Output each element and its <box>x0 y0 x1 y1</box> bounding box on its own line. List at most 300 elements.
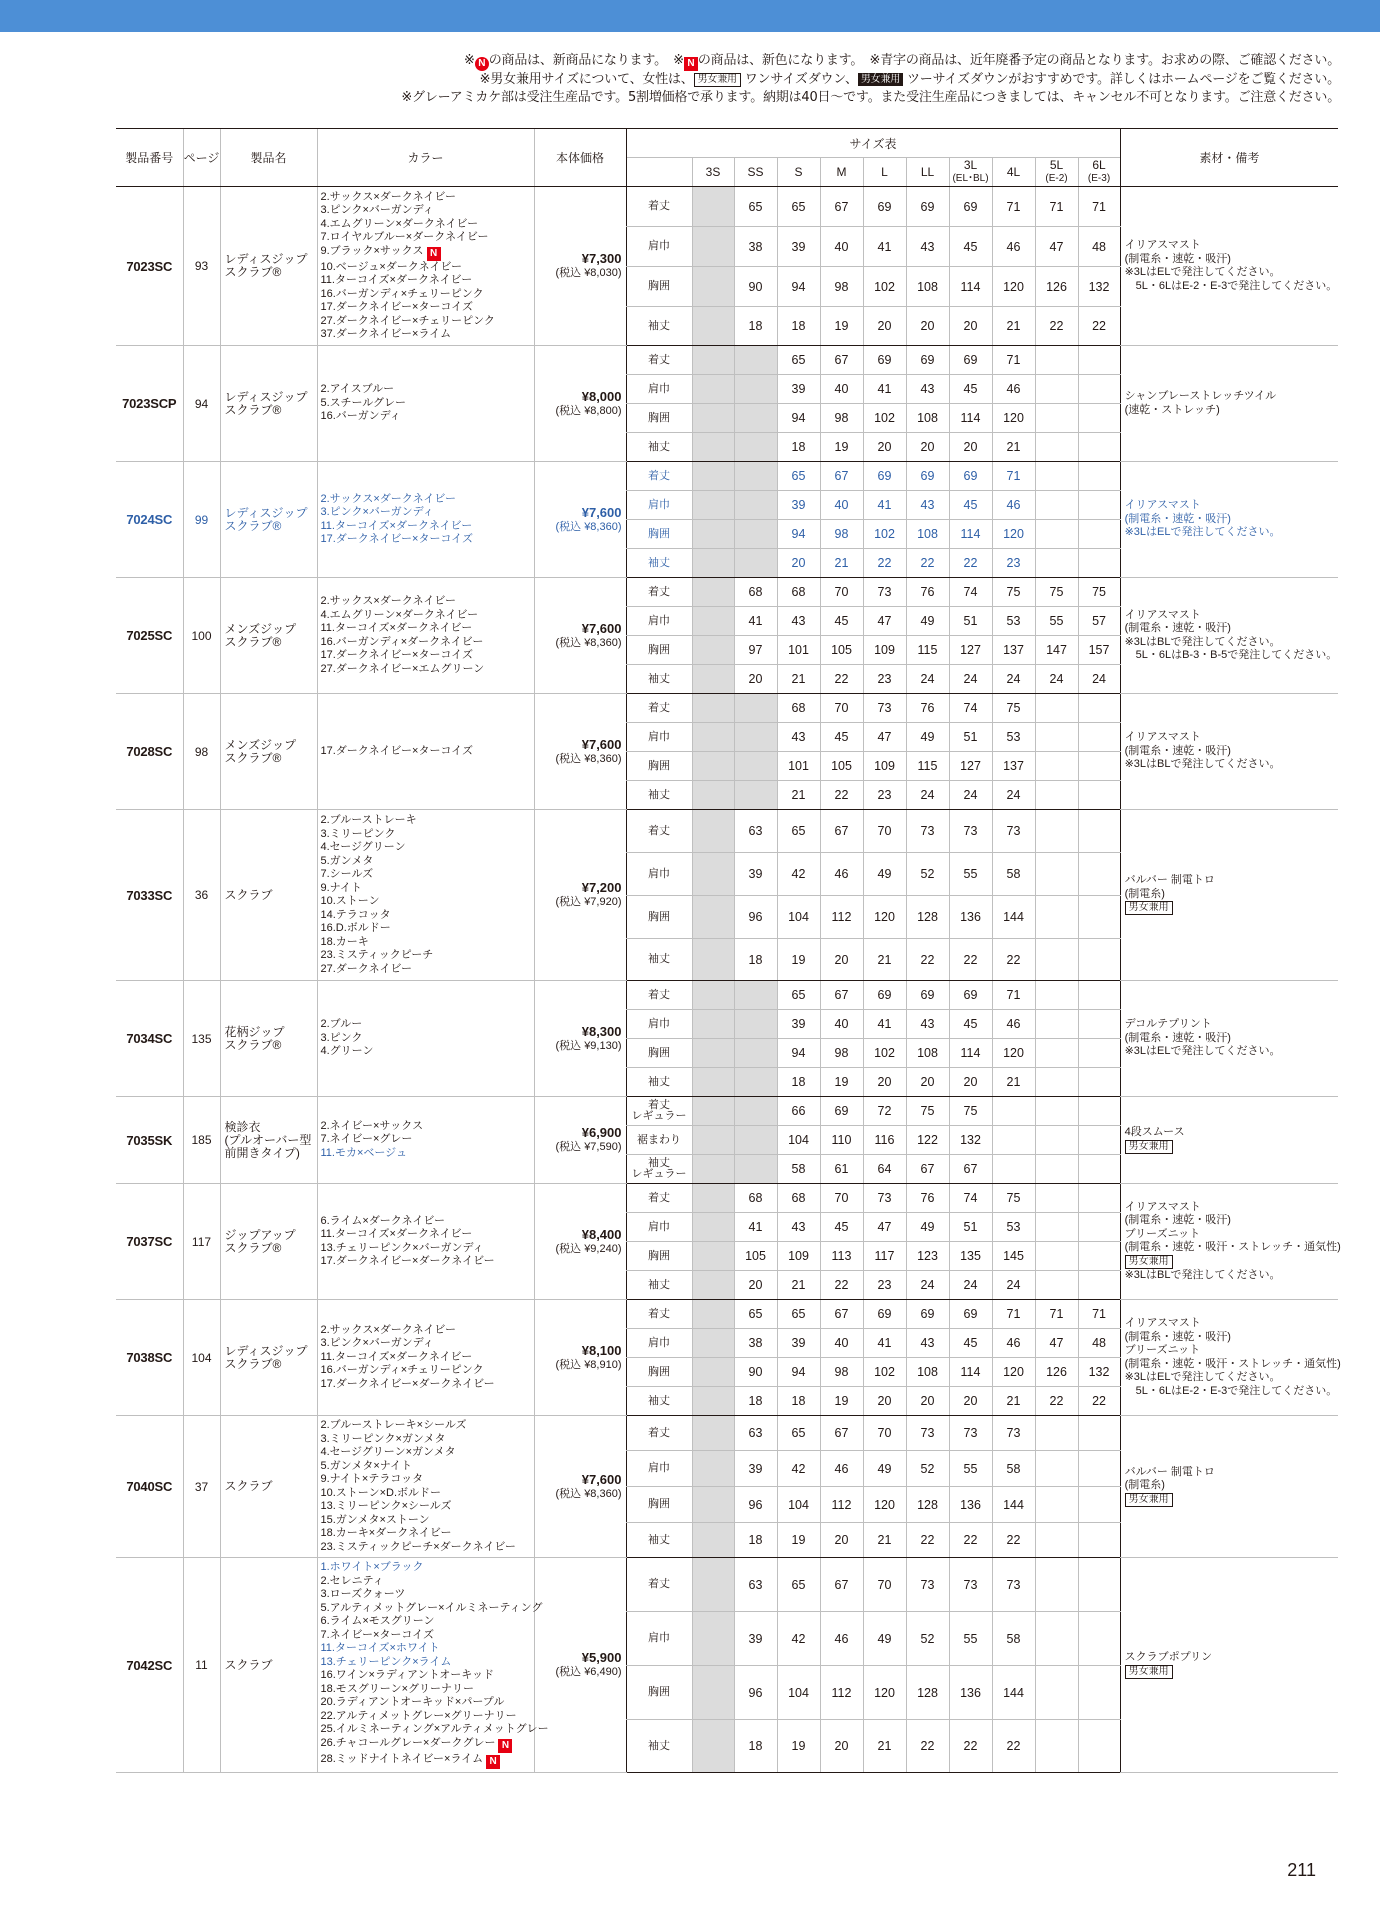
size-value: 23 <box>863 665 906 694</box>
size-value <box>1078 781 1120 810</box>
material-line: 5L・6LはB-3・B-5で発注してください。 <box>1124 649 1338 661</box>
color-item <box>321 1473 534 1487</box>
color-item <box>321 814 534 828</box>
size-value <box>1035 346 1078 375</box>
color-list <box>317 1097 534 1184</box>
size-value <box>992 1126 1035 1155</box>
size-value: 73 <box>906 810 949 853</box>
size-value: 47 <box>863 723 906 752</box>
size-value: 109 <box>777 1242 820 1271</box>
size-value: 69 <box>863 462 906 491</box>
label-line: 胸囲 <box>648 1249 670 1262</box>
color-item <box>321 1737 534 1753</box>
product-name <box>220 1300 317 1416</box>
color-item <box>321 506 534 520</box>
price <box>534 578 626 694</box>
color-item <box>321 274 534 288</box>
size-value: 67 <box>820 1416 863 1451</box>
size-value: 20 <box>863 433 906 462</box>
size-value <box>692 1666 734 1720</box>
price <box>534 1300 626 1416</box>
color-name: 27.ダークネイビー×チェリーピンク <box>320 314 495 327</box>
size-value <box>1035 1242 1078 1271</box>
size-value: 55 <box>1035 607 1078 636</box>
size-value <box>692 520 734 549</box>
color-name: 23.ミスティックピーチ×ダークネイビー <box>320 1540 516 1553</box>
size-value: 45 <box>949 1329 992 1358</box>
unisex-tag: 男女兼用 <box>1125 1665 1173 1679</box>
size-value: 18 <box>734 1720 777 1773</box>
price <box>534 981 626 1097</box>
product-name <box>220 187 317 346</box>
label-line: 袖丈 <box>648 672 670 685</box>
color-name: 4.セージグリーン <box>320 841 406 853</box>
color-name: 4.セージグリーン×ガンメタ <box>320 1446 456 1458</box>
size-value <box>692 578 734 607</box>
size-value <box>692 781 734 810</box>
size-value <box>1078 491 1120 520</box>
size-value: 21 <box>777 1271 820 1300</box>
color-name: 3.ピンク×バーガンディ <box>320 1337 434 1350</box>
size-value: 101 <box>777 752 820 781</box>
size-value: 109 <box>863 752 906 781</box>
color-item <box>321 1514 534 1528</box>
size-value: 43 <box>906 375 949 404</box>
color-item <box>321 1500 534 1514</box>
size-value: 75 <box>992 694 1035 723</box>
measure-label <box>626 1612 692 1666</box>
color-item <box>321 1133 534 1147</box>
price <box>534 1416 626 1558</box>
size-value: 19 <box>777 1523 820 1558</box>
unisex-tag-dark: 男女兼用 <box>858 73 903 86</box>
color-name: 11.ターコイズ×ホワイト <box>320 1642 440 1655</box>
color-name: 2.サックス×ダークネイビー <box>320 1323 456 1336</box>
size-value: 42 <box>777 1612 820 1666</box>
header-code: 製品番号 <box>116 129 183 187</box>
measure-label <box>626 723 692 752</box>
name-line: スクラブ® <box>224 1240 282 1255</box>
size-value: 51 <box>949 1213 992 1242</box>
size-value <box>734 752 777 781</box>
material-notes <box>1120 1300 1341 1416</box>
size-value <box>692 1068 734 1097</box>
size-value: 18 <box>734 1523 777 1558</box>
size-value: 22 <box>906 1720 949 1773</box>
size-value: 53 <box>992 723 1035 752</box>
size-value: 18 <box>734 1387 777 1416</box>
label-line: 肩巾 <box>648 1462 670 1474</box>
size-value <box>1035 981 1078 1010</box>
color-name: 26.チャコールグレー×ダークグレー <box>320 1736 496 1749</box>
size-value: 20 <box>820 1720 863 1773</box>
size-value: 98 <box>820 404 863 433</box>
size-value <box>1035 462 1078 491</box>
size-value: 68 <box>777 694 820 723</box>
size-value: 67 <box>820 1300 863 1329</box>
color-item <box>321 1669 534 1683</box>
material-line: (制電糸・速乾・吸汗) <box>1124 1330 1231 1343</box>
color-name: 5.スチールグレー <box>320 396 407 409</box>
size-value: 73 <box>906 1416 949 1451</box>
label-line: 肩巾 <box>648 1336 670 1349</box>
color-item <box>321 397 534 411</box>
size-value: 65 <box>777 1300 820 1329</box>
size-value: 114 <box>949 1039 992 1068</box>
label-line: 胸囲 <box>648 280 670 292</box>
name-line: レディスジップ <box>224 1343 308 1358</box>
size-value: 75 <box>992 578 1035 607</box>
material-line: イリアスマスト <box>1124 1317 1201 1329</box>
size-value <box>692 187 734 227</box>
material-notes <box>1120 810 1338 981</box>
catalog-page: 93 <box>183 187 220 346</box>
header-size-table: サイズ表 <box>626 129 1120 158</box>
size-value: 76 <box>906 578 949 607</box>
color-name: 11.ターコイズ×ダークネイビー <box>320 1228 473 1240</box>
size-value: 38 <box>734 1329 777 1358</box>
color-name: 27.ダークネイビー <box>320 962 413 975</box>
size-value <box>1035 1184 1078 1213</box>
size-header-5l <box>1035 158 1078 187</box>
size-value: 24 <box>906 665 949 694</box>
size-value <box>692 1329 734 1358</box>
size-value: 61 <box>820 1155 863 1184</box>
note-text: ※男女兼用サイズについて、女性は、 <box>479 72 694 87</box>
size-value <box>734 462 777 491</box>
size-value: 74 <box>949 578 992 607</box>
label-line: 袖丈 <box>648 1157 670 1169</box>
size-value: 22 <box>1035 307 1078 346</box>
size-value <box>1035 1558 1078 1612</box>
size-value: 132 <box>1078 1358 1120 1387</box>
size-value <box>692 723 734 752</box>
color-item <box>321 1364 534 1378</box>
size-value: 40 <box>820 375 863 404</box>
size-value <box>734 375 777 404</box>
size-value <box>692 939 734 981</box>
size-value <box>692 549 734 578</box>
material-line: バルバー 制電トロ <box>1124 874 1215 887</box>
product-code: 7040SC <box>116 1416 183 1558</box>
material-notes <box>1120 1184 1341 1300</box>
name-line: メンズジップ <box>224 621 297 636</box>
color-item <box>321 895 534 909</box>
measure-label <box>626 981 692 1010</box>
size-value: 73 <box>992 1416 1035 1451</box>
size-value: 67 <box>949 1155 992 1184</box>
note-line-3: ※グレーアミカケ部は受注生産品です。5割増価格で承ります。納期は40日〜です。また受注生産品につきましては、キャンセル不可となります。ご注意ください。 <box>401 90 1340 105</box>
size-value: 20 <box>863 307 906 346</box>
size-value: 22 <box>949 939 992 981</box>
size-value: 108 <box>906 520 949 549</box>
size-value: 20 <box>949 433 992 462</box>
size-value: 102 <box>863 1039 906 1068</box>
size-value: 22 <box>949 1523 992 1558</box>
color-name: 1.ホワイト×ブラック <box>320 1561 424 1574</box>
color-name: 17.ダークネイビー×ダークネイビー <box>320 1255 495 1267</box>
size-value: 73 <box>863 694 906 723</box>
price <box>534 462 626 578</box>
color-name: 3.ミリーピンク <box>320 827 396 840</box>
size-value <box>1078 1487 1120 1523</box>
price-tax: (税込 ¥8,030) <box>555 267 622 279</box>
table-row <box>116 1558 1338 1612</box>
size-name: LL <box>920 164 935 179</box>
material-line: イリアスマスト <box>1124 239 1201 251</box>
size-value <box>1035 1416 1078 1451</box>
label-line: 袖丈 <box>648 788 670 801</box>
size-value: 136 <box>949 1666 992 1720</box>
size-value: 74 <box>949 694 992 723</box>
size-value <box>692 752 734 781</box>
color-item <box>321 1683 534 1697</box>
size-value <box>692 1271 734 1300</box>
name-line: レディスジップ <box>224 505 308 520</box>
size-value: 105 <box>820 752 863 781</box>
color-name: 9.ブラック×サックス <box>320 244 424 257</box>
note-line-1 <box>140 52 1340 71</box>
size-value: 46 <box>820 1612 863 1666</box>
measure-label <box>626 404 692 433</box>
header-page: ページ <box>183 129 220 187</box>
size-value: 120 <box>863 1487 906 1523</box>
size-value: 109 <box>863 636 906 665</box>
size-value: 18 <box>777 307 820 346</box>
color-name: 3.ピンク×バーガンディ <box>320 506 434 518</box>
color-item <box>321 1710 534 1724</box>
size-label-blank <box>626 158 692 187</box>
size-value: 67 <box>820 187 863 227</box>
color-item <box>321 963 534 977</box>
size-value: 21 <box>992 1068 1035 1097</box>
label-line: 袖丈 <box>648 556 670 569</box>
label-line: 袖丈 <box>648 953 670 965</box>
price-base: ¥7,300 <box>581 251 622 266</box>
color-name: 3.ローズクォーツ <box>320 1588 406 1601</box>
header-price: 本体価格 <box>534 129 626 187</box>
size-value: 52 <box>906 1451 949 1487</box>
color-item <box>321 301 534 315</box>
size-value: 132 <box>949 1126 992 1155</box>
size-value <box>1078 1416 1120 1451</box>
size-value <box>734 491 777 520</box>
material-line: ※3LはELで発注してください。 <box>1124 1371 1281 1383</box>
color-name: 13.ミリーピンク×シールズ <box>320 1500 452 1512</box>
size-value: 104 <box>777 1487 820 1523</box>
color-list <box>317 694 534 810</box>
name-line: メンズジップ <box>224 737 297 752</box>
size-name: SS <box>747 164 764 179</box>
size-value: 68 <box>734 578 777 607</box>
size-value: 19 <box>820 1387 863 1416</box>
size-value <box>1078 752 1120 781</box>
size-value <box>692 227 734 267</box>
size-value <box>1035 520 1078 549</box>
size-value <box>1078 694 1120 723</box>
color-name: 6.ライム×モスグリーン <box>320 1615 435 1628</box>
size-value: 97 <box>734 636 777 665</box>
size-value: 48 <box>1078 227 1120 267</box>
size-value: 21 <box>777 665 820 694</box>
size-value: 49 <box>906 1213 949 1242</box>
size-value: 120 <box>992 267 1035 307</box>
label-line: 着丈 <box>648 585 670 598</box>
size-value: 18 <box>777 433 820 462</box>
size-name: L <box>881 164 888 179</box>
material-line: ※3LはBLで発注してください。 <box>1124 1269 1281 1281</box>
size-value: 136 <box>949 1487 992 1523</box>
color-item <box>321 745 534 759</box>
size-value: 21 <box>863 939 906 981</box>
size-value <box>692 1184 734 1213</box>
color-name: 2.サックス×ダークネイビー <box>320 595 456 607</box>
name-line: (プルオーバー型 <box>224 1132 312 1147</box>
measure-label <box>626 1039 692 1068</box>
color-name: 16.ワイン×ラディアントオーキッド <box>320 1669 495 1682</box>
label-line: 袖丈 <box>648 1075 670 1088</box>
size-value: 43 <box>906 1329 949 1358</box>
measure-label <box>626 607 692 636</box>
label-line: 袖丈 <box>648 1533 670 1546</box>
size-value: 65 <box>777 462 820 491</box>
size-value: 73 <box>992 1558 1035 1612</box>
size-value: 18 <box>734 307 777 346</box>
size-value: 102 <box>863 404 906 433</box>
size-value: 49 <box>863 1612 906 1666</box>
size-value <box>1078 939 1120 981</box>
color-name: 23.ミスティックピーチ <box>320 949 434 961</box>
size-value: 65 <box>777 1416 820 1451</box>
color-item <box>321 191 534 205</box>
size-value: 65 <box>777 810 820 853</box>
header-color: カラー <box>317 129 534 187</box>
size-value: 70 <box>863 810 906 853</box>
price-tax: (税込 ¥8,360) <box>555 752 622 765</box>
catalog-page: 185 <box>183 1097 220 1184</box>
size-value: 112 <box>820 896 863 939</box>
size-value <box>1035 1451 1078 1487</box>
size-value: 43 <box>906 1010 949 1039</box>
color-item <box>321 1032 534 1046</box>
table-row <box>116 810 1338 853</box>
color-item <box>321 868 534 882</box>
size-value: 98 <box>820 1358 863 1387</box>
measure-label <box>626 853 692 896</box>
color-name: 4.グリーン <box>320 1045 374 1058</box>
price-base: ¥8,100 <box>581 1342 622 1358</box>
color-name: 2.サックス×ダークネイビー <box>320 190 456 203</box>
size-value: 19 <box>820 307 863 346</box>
size-value: 69 <box>906 981 949 1010</box>
size-value <box>1035 433 1078 462</box>
size-value <box>734 1097 777 1126</box>
measure-label <box>626 267 692 307</box>
size-value <box>1035 1155 1078 1184</box>
size-value <box>1035 1271 1078 1300</box>
size-value: 69 <box>863 346 906 375</box>
table-row <box>116 1184 1338 1213</box>
label-line: 胸囲 <box>648 1365 670 1378</box>
color-name: 18.カーキ×ダークネイビー <box>320 1527 452 1539</box>
size-value: 55 <box>949 853 992 896</box>
table-row <box>116 462 1338 491</box>
product-code: 7034SC <box>116 981 183 1097</box>
size-value: 18 <box>734 939 777 981</box>
size-value: 22 <box>1035 1387 1078 1416</box>
size-value: 104 <box>777 896 820 939</box>
measure-label <box>626 781 692 810</box>
size-value <box>1078 810 1120 853</box>
color-item <box>321 245 534 261</box>
size-value: 94 <box>777 1358 820 1387</box>
color-item <box>321 288 534 302</box>
size-value <box>1078 346 1120 375</box>
size-value <box>1078 723 1120 752</box>
size-value: 40 <box>820 1329 863 1358</box>
label-line: 胸囲 <box>648 411 670 424</box>
size-value: 105 <box>820 636 863 665</box>
size-value: 46 <box>992 491 1035 520</box>
price-tax: (税込 ¥7,920) <box>555 896 622 908</box>
color-name: 18.カーキ <box>320 935 369 948</box>
material-line: 5L・6LはE-2・E-3で発注してください。 <box>1124 1384 1338 1397</box>
label-line: 着丈 <box>648 701 670 714</box>
material-line: (速乾・ストレッチ) <box>1124 403 1220 416</box>
size-value: 114 <box>949 267 992 307</box>
size-value: 105 <box>734 1242 777 1271</box>
price-tax: (税込 ¥6,490) <box>555 1666 622 1678</box>
label-line: 肩巾 <box>648 1220 670 1233</box>
price-base: ¥7,600 <box>581 504 622 520</box>
color-item <box>321 1588 534 1602</box>
color-name: 27.ダークネイビー×エムグリーン <box>320 662 485 675</box>
price-tax: (税込 ¥9,130) <box>555 1039 622 1052</box>
size-value: 41 <box>863 375 906 404</box>
color-name: 10.ストーン×D.ボルドー <box>320 1486 441 1499</box>
size-header-l <box>863 158 906 187</box>
price-base: ¥7,200 <box>581 880 622 895</box>
size-value: 127 <box>949 752 992 781</box>
size-value: 65 <box>777 1558 820 1612</box>
label-line: 着丈 <box>648 1578 670 1590</box>
measure-label <box>626 1720 692 1773</box>
size-value: 58 <box>992 853 1035 896</box>
size-value: 74 <box>949 1184 992 1213</box>
size-value <box>1078 549 1120 578</box>
color-name: 2.セレニティ <box>320 1574 384 1587</box>
size-value: 68 <box>734 1184 777 1213</box>
color-name: 10.ベージュ×ダークネイビー <box>320 260 463 273</box>
color-name: 13.チェリーピンク×ライム <box>320 1655 452 1668</box>
color-item <box>320 1723 549 1737</box>
size-value <box>1078 1720 1120 1773</box>
size-value <box>692 853 734 896</box>
size-value: 22 <box>820 781 863 810</box>
measure-label <box>626 939 692 981</box>
size-value <box>734 549 777 578</box>
size-value: 39 <box>777 491 820 520</box>
size-value <box>692 404 734 433</box>
color-name: 2.ネイビー×サックス <box>320 1119 424 1132</box>
color-name: 5.アルティメットグレー×イルミネーティング <box>320 1601 543 1614</box>
measure-label <box>626 1184 692 1213</box>
size-value: 94 <box>777 1039 820 1068</box>
price-tax: (税込 ¥8,360) <box>555 1487 622 1500</box>
color-name: 17.ダークネイビー×ターコイズ <box>320 744 474 757</box>
color-item <box>321 922 534 936</box>
size-value: 71 <box>992 981 1035 1010</box>
